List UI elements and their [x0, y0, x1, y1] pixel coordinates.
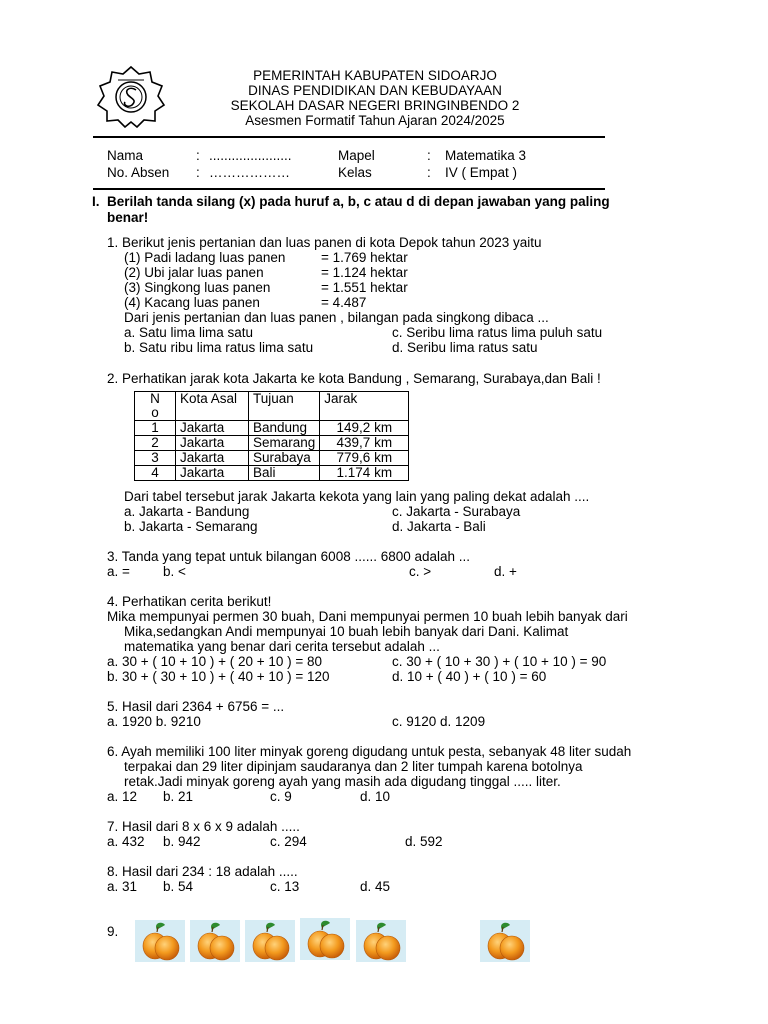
table-cell: Bali — [249, 466, 320, 481]
q4-option-b[interactable]: b. 30 + ( 30 + 10 ) + ( 40 + 10 ) = 120 — [107, 669, 330, 684]
fruit-image — [480, 920, 530, 962]
kelas-label: Kelas — [338, 165, 372, 180]
q7-option-c[interactable]: c. 294 — [270, 834, 307, 849]
q1-question: Dari jenis pertanian dan luas panen , bilangan pada singkong dibaca ... — [124, 310, 549, 325]
table-cell: 1.174 km — [320, 466, 409, 481]
identity-divider — [93, 188, 605, 190]
q7-option-d[interactable]: d. 592 — [405, 834, 443, 849]
orange-fruit-icon — [480, 920, 530, 962]
table-cell: 1 — [135, 421, 176, 436]
mapel-label: Mapel — [338, 148, 375, 163]
table-cell: 2 — [135, 436, 176, 451]
q8-option-c[interactable]: c. 13 — [270, 879, 300, 894]
table-cell: 3 — [135, 451, 176, 466]
q6-stem-line-3: retak.Jadi minyak goreng ayah yang masih ada digudang tinggal ..... liter. — [124, 774, 561, 789]
nama-label: Nama — [107, 148, 144, 163]
mapel-value: Matematika 3 — [445, 148, 527, 163]
q1-item-2-value: = 1.124 hektar — [321, 265, 408, 280]
table-cell: 4 — [135, 466, 176, 481]
table-cell: Jakarta — [176, 466, 249, 481]
orange-fruit-icon — [190, 920, 240, 962]
nama-field[interactable]: ...................... — [209, 148, 292, 163]
table-row — [135, 421, 409, 436]
orange-fruit-icon — [245, 920, 295, 962]
q4-option-d[interactable]: d. 10 + ( 40 ) + ( 10 ) = 60 — [392, 669, 547, 684]
header-line-1: PEMERINTAH KABUPATEN SIDOARJO — [253, 68, 497, 83]
header-line-4: Asesmen Formatif Tahun Ajaran 2024/2025 — [245, 113, 505, 128]
table-cell: 439,7 km — [320, 436, 409, 451]
q3-option-d[interactable]: d. + — [494, 564, 517, 579]
section-instruction-line-2: benar! — [107, 210, 149, 225]
q8-option-b[interactable]: b. 54 — [163, 879, 194, 894]
q2-stem: 2. Perhatikan jarak kota Jakarta ke kota Bandung , Semarang, Surabaya,dan Bali ! — [107, 371, 601, 386]
q5-options-cd[interactable]: c. 9120 d. 1209 — [392, 714, 486, 729]
fruit-image — [190, 920, 240, 962]
orange-fruit-icon — [356, 920, 406, 962]
q1-option-d[interactable]: d. Seribu lima ratus satu — [392, 340, 538, 355]
nama-sep: : — [196, 148, 200, 163]
q4-story-line-1: Mika mempunyai permen 30 buah, Dani mempunyai permen 10 buah lebih banyak dari — [107, 609, 628, 624]
fruit-image — [245, 920, 295, 962]
orange-fruit-icon — [135, 920, 185, 962]
school-emblem — [92, 64, 170, 128]
q2-option-a[interactable]: a. Jakarta - Bandung — [124, 504, 250, 519]
q4-story-line-3: matematika yang benar dari cerita tersebut adalah ... — [124, 639, 440, 654]
table-row — [135, 436, 409, 451]
q8-stem: 8. Hasil dari 234 : 18 adalah ..... — [107, 864, 298, 879]
section-instruction-line-1: Berilah tanda silang (x) pada huruf a, b, c atau d di depan jawaban yang paling — [107, 194, 610, 209]
q3-option-c[interactable]: c. > — [409, 564, 432, 579]
orange-fruit-icon — [300, 918, 350, 960]
q1-item-4-name: (4) Kacang luas panen — [124, 295, 260, 310]
section-number: I. — [92, 194, 100, 209]
q2-option-b[interactable]: b. Jakarta - Semarang — [124, 519, 258, 534]
q8-option-d[interactable]: d. 45 — [360, 879, 391, 894]
table-header-destination: Tujuan — [249, 392, 320, 421]
q4-option-c[interactable]: c. 30 + ( 10 + 30 ) + ( 10 + 10 ) = 90 — [392, 654, 607, 669]
q4-option-a[interactable]: a. 30 + ( 10 + 10 ) + ( 20 + 10 ) = 80 — [107, 654, 323, 669]
fruit-image — [300, 918, 350, 960]
q6-option-c[interactable]: c. 9 — [270, 789, 292, 804]
kelas-value: IV ( Empat ) — [445, 165, 518, 180]
header-divider — [93, 136, 605, 138]
fruit-image — [356, 920, 406, 962]
absen-label: No. Absen — [107, 165, 170, 180]
q6-option-b[interactable]: b. 21 — [163, 789, 194, 804]
absen-sep: : — [196, 165, 200, 180]
q3-option-b[interactable]: b. < — [163, 564, 186, 579]
header-line-2: DINAS PENDIDIKAN DAN KEBUDAYAAN — [248, 83, 502, 98]
table-cell: 779,6 km — [320, 451, 409, 466]
q2-option-c[interactable]: c. Jakarta - Surabaya — [392, 504, 521, 519]
q7-option-b[interactable]: b. 942 — [163, 834, 201, 849]
q6-stem-line-1: 6. Ayah memiliki 100 liter minyak goreng digudang untuk pesta, sebanyak 48 liter sudah — [107, 744, 632, 759]
q1-item-3-name: (3) Singkong luas panen — [124, 280, 271, 295]
q4-story-line-2: Mika,sedangkan Andi mempunyai 10 buah lebih banyak dari Dani. Kalimat — [124, 624, 569, 639]
q7-stem: 7. Hasil dari 8 x 6 x 9 adalah ..... — [107, 819, 300, 834]
q1-option-a[interactable]: a. Satu lima lima satu — [124, 325, 254, 340]
table-cell: 149,2 km — [320, 421, 409, 436]
header-line-3: SEKOLAH DASAR NEGERI BRINGINBENDO 2 — [230, 98, 520, 113]
table-cell: Bandung — [249, 421, 320, 436]
q3-option-a[interactable]: a. = — [107, 564, 130, 579]
kelas-sep: : — [427, 165, 431, 180]
table-header-distance: Jarak — [320, 392, 409, 421]
table-cell: Jakarta — [176, 451, 249, 466]
q1-item-4-value: = 4.487 — [321, 295, 367, 310]
sidoarjo-emblem-icon — [92, 64, 170, 128]
table-header-no: N o — [135, 392, 176, 421]
absen-field[interactable]: ……………… — [209, 165, 290, 180]
q1-option-c[interactable]: c. Seribu lima ratus lima puluh satu — [392, 325, 603, 340]
q4-stem: 4. Perhatikan cerita berikut! — [107, 594, 272, 609]
q1-item-1-value: = 1.769 hektar — [321, 250, 408, 265]
table-row — [135, 466, 409, 481]
distance-table — [134, 391, 409, 481]
q5-stem: 5. Hasil dari 2364 + 6756 = ... — [107, 699, 285, 714]
table-row — [135, 451, 409, 466]
q9-number: 9. — [107, 924, 119, 939]
q6-option-d[interactable]: d. 10 — [360, 789, 391, 804]
table-cell: Surabaya — [249, 451, 320, 466]
mapel-sep: : — [427, 148, 431, 163]
q1-item-2-name: (2) Ubi jalar luas panen — [124, 265, 264, 280]
q3-stem: 3. Tanda yang tepat untuk bilangan 6008 ...... 6800 adalah ... — [107, 549, 471, 564]
q5-options-ab[interactable]: a. 1920 b. 9210 — [107, 714, 201, 729]
q6-option-a[interactable]: a. 12 — [107, 789, 138, 804]
fruit-image — [135, 920, 185, 962]
table-header-origin: Kota Asal — [176, 392, 249, 421]
q1-item-3-value: = 1.551 hektar — [321, 280, 408, 295]
q6-stem-line-2: terpakai dan 29 liter dipinjam saudaranya dan 2 liter tumpah karena botolnya — [124, 759, 583, 774]
q1-stem: 1. Berikut jenis pertanian dan luas panen di kota Depok tahun 2023 yaitu — [107, 235, 542, 250]
table-header-row — [135, 392, 409, 421]
q2-option-d[interactable]: d. Jakarta - Bali — [392, 519, 486, 534]
q8-option-a[interactable]: a. 31 — [107, 879, 138, 894]
q1-item-1-name: (1) Padi ladang luas panen — [124, 250, 286, 265]
q7-option-a[interactable]: a. 432 — [107, 834, 145, 849]
table-cell: Jakarta — [176, 436, 249, 451]
q1-option-b[interactable]: b. Satu ribu lima ratus lima satu — [124, 340, 314, 355]
table-cell: Jakarta — [176, 421, 249, 436]
q2-question: Dari tabel tersebut jarak Jakarta kekota yang lain yang paling dekat adalah .... — [124, 489, 590, 504]
table-cell: Semarang — [249, 436, 320, 451]
